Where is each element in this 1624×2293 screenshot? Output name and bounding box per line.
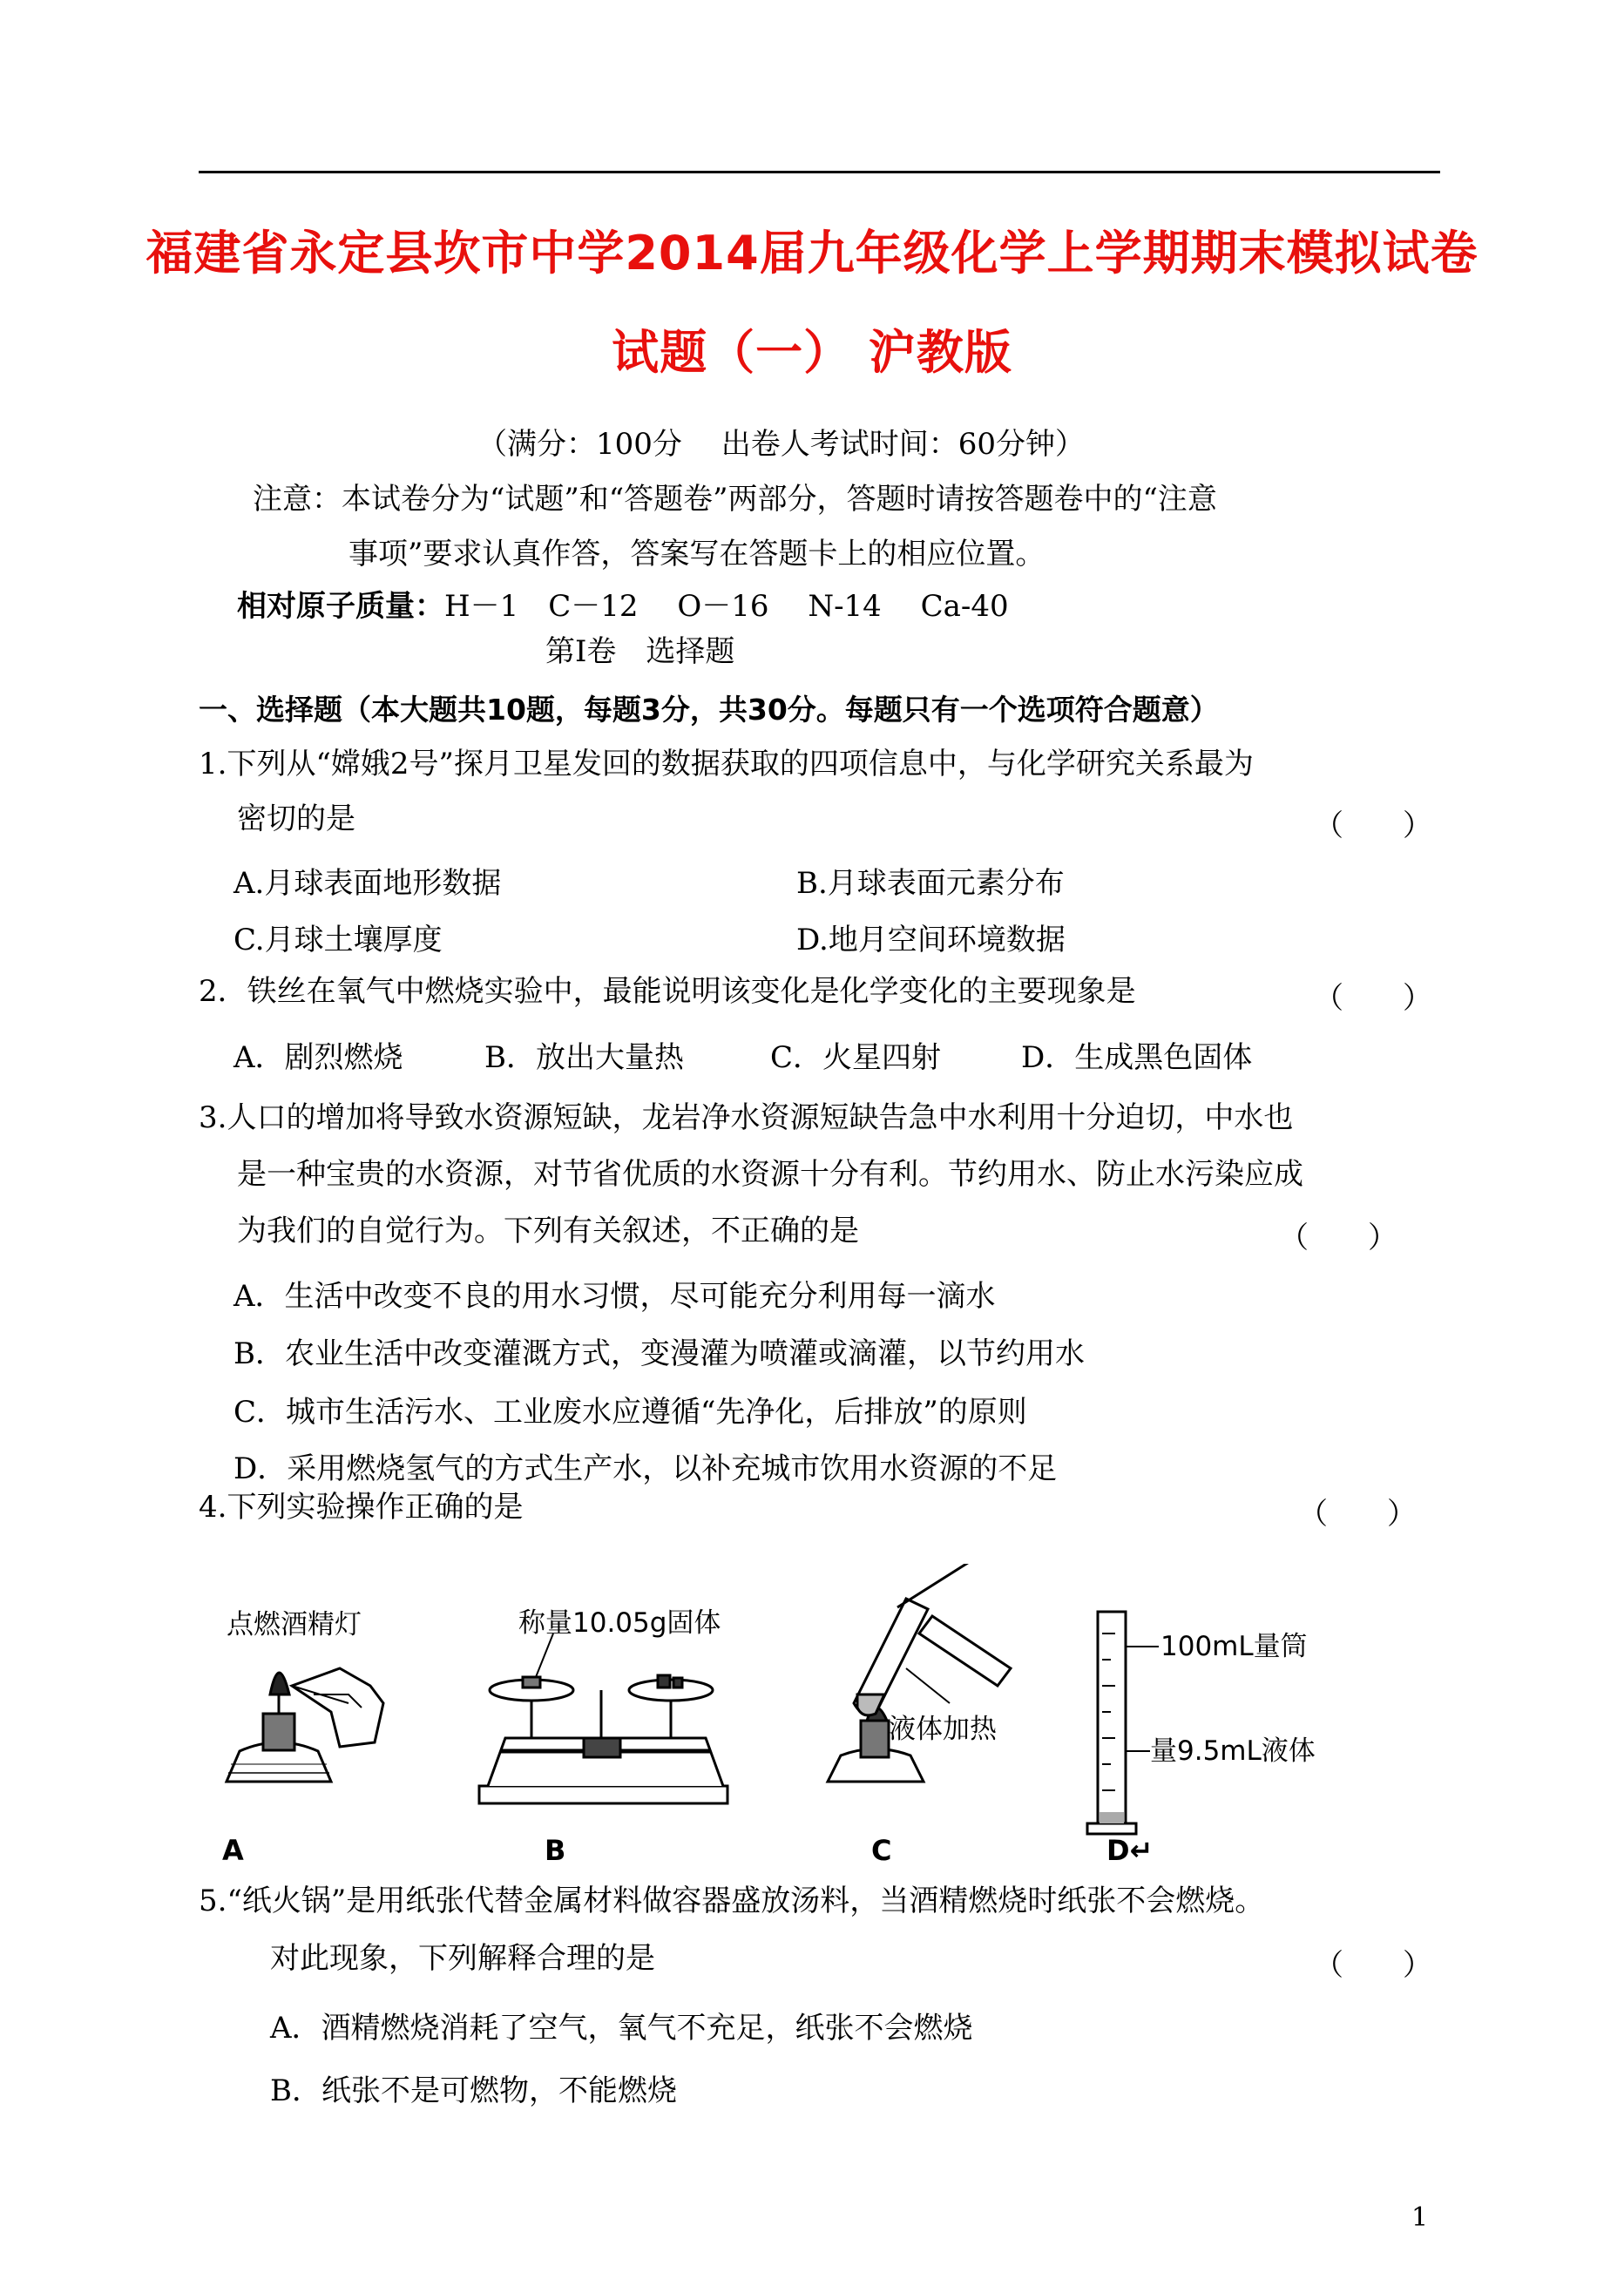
q4-figures bbox=[209, 1564, 1342, 1882]
part-title: 第Ⅰ卷 选择题 bbox=[545, 634, 735, 669]
q2-option-a: A．剧烈燃烧 bbox=[233, 1040, 403, 1075]
q2-option-d: D．生成黑色固体 bbox=[1021, 1040, 1253, 1075]
q5-stem-line-2: 对此现象，下列解释合理的是 bbox=[270, 1941, 655, 1976]
q1-option-b: B.月球表面元素分布 bbox=[796, 866, 1065, 901]
q2-option-b: B．放出大量热 bbox=[484, 1040, 684, 1075]
page-number: 1 bbox=[1411, 2202, 1429, 2233]
q4-figures-svg bbox=[209, 1564, 1342, 1882]
q1-option-a: A.月球表面地形数据 bbox=[233, 866, 502, 901]
title-line-2: 试题（一） 沪教版 bbox=[612, 325, 1012, 380]
q1-option-d: D.地月空间环境数据 bbox=[796, 923, 1066, 957]
q2-option-c: C．火星四射 bbox=[770, 1040, 942, 1075]
q4-answer-paren: （ ） bbox=[1298, 1497, 1417, 1532]
notice-line-2: 事项”要求认真作答，答案写在答题卡上的相应位置。 bbox=[348, 537, 1045, 572]
q1-stem-line-2: 密切的是 bbox=[237, 802, 355, 836]
q3-option-b: B．农业生活中改变灌溉方式，变漫灌为喷灌或滴灌，以节约用水 bbox=[233, 1336, 1085, 1371]
q2-stem: 2．铁丝在氧气中燃烧实验中，最能说明该变化是化学变化的主要现象是 bbox=[199, 974, 1136, 1009]
title-line-1: 福建省永定县坎市中学2014届九年级化学上学期期末模拟试卷 bbox=[145, 226, 1479, 281]
q5-stem-line-1: 5.“纸火锅”是用纸张代替金属材料做容器盛放汤料，当酒精燃烧时纸张不会燃烧。 bbox=[199, 1884, 1265, 1918]
q1-stem-line-1: 1.下列从“嫦娥2号”探月卫星发回的数据获取的四项信息中，与化学研究关系最为 bbox=[199, 747, 1254, 781]
figure-a-drawing bbox=[227, 1668, 383, 1782]
figure-c-drawing bbox=[828, 1564, 1011, 1782]
figure-c-caption: 液体加热 bbox=[889, 1714, 997, 1745]
q5-option-a: A．酒精燃烧消耗了空气，氧气不充足，纸张不会燃烧 bbox=[270, 2011, 973, 2046]
q3-option-d: D．采用燃烧氢气的方式生产水，以补充城市饮用水资源的不足 bbox=[233, 1451, 1058, 1486]
q1-answer-paren: （ ） bbox=[1314, 808, 1432, 843]
figure-a-label: A bbox=[222, 1834, 244, 1867]
q4-stem: 4.下列实验操作正确的是 bbox=[199, 1490, 524, 1525]
figure-b-drawing bbox=[479, 1634, 727, 1803]
figure-b-caption: 称量10.05g固体 bbox=[518, 1607, 721, 1639]
q3-answer-paren: （ ） bbox=[1279, 1221, 1397, 1255]
q5-answer-paren: （ ） bbox=[1314, 1948, 1432, 1983]
q3-option-a: A．生活中改变不良的用水习惯，尽可能充分利用每一滴水 bbox=[233, 1279, 996, 1314]
atomic-mass-label: 相对原子质量： bbox=[237, 589, 444, 624]
q3-stem-line-2: 是一种宝贵的水资源，对节省优质的水资源十分有利。节约用水、防止水污染应成 bbox=[237, 1157, 1303, 1192]
figure-d-drawing bbox=[1087, 1612, 1159, 1834]
score-info: （满分：100分 出卷人考试时间：60分钟） bbox=[477, 427, 1085, 462]
q1-option-c: C.月球土壤厚度 bbox=[233, 923, 443, 957]
figure-c-label: C bbox=[871, 1834, 892, 1867]
notice-line-1: 注意：本试卷分为“试题”和“答题卷”两部分，答题时请按答题卷中的“注意 bbox=[253, 482, 1217, 517]
atomic-mass bbox=[237, 589, 1009, 625]
figure-b-label: B bbox=[545, 1834, 566, 1867]
section-heading: 一、选择题（本大题共10题，每题3分，共30分。每题只有一个选项符合题意） bbox=[199, 693, 1219, 727]
header-rule bbox=[199, 171, 1440, 173]
figure-a-caption: 点燃酒精灯 bbox=[227, 1609, 362, 1640]
q3-stem-line-3: 为我们的自觉行为。下列有关叙述，不正确的是 bbox=[237, 1214, 859, 1248]
q3-stem-line-1: 3.人口的增加将导致水资源短缺，龙岩净水资源短缺告急中水利用十分迫切，中水也 bbox=[199, 1100, 1294, 1135]
atomic-mass-values: H－1 C－12 O－16 N-14 Ca-40 bbox=[444, 589, 1009, 624]
q5-option-b: B．纸张不是可燃物，不能燃烧 bbox=[270, 2073, 677, 2108]
figure-d-caption-2: 量9.5mL液体 bbox=[1150, 1735, 1316, 1767]
q2-answer-paren: （ ） bbox=[1314, 981, 1432, 1016]
figure-d-label: D↵ bbox=[1106, 1834, 1154, 1867]
q3-option-c: C．城市生活污水、工业废水应遵循“先净化，后排放”的原则 bbox=[233, 1395, 1027, 1430]
figure-d-caption-1: 100mL量筒 bbox=[1160, 1631, 1308, 1662]
